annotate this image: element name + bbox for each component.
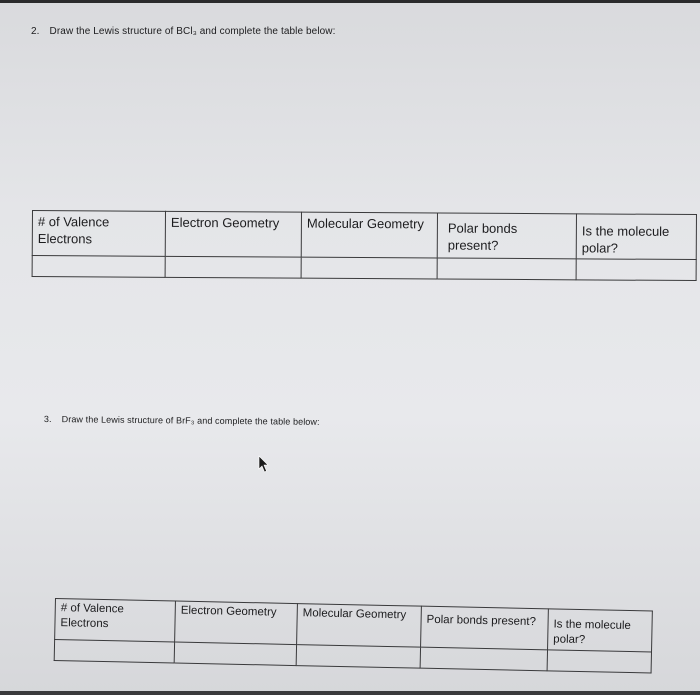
arrow-cursor-icon [257, 455, 271, 475]
bottom-edge-bar [0, 691, 700, 695]
header-valence-electrons: # of Valence Electrons [32, 211, 165, 257]
question-2 [31, 26, 336, 37]
question-2-text: Draw the Lewis structure of BCl₃ and complete the table below: [49, 26, 336, 37]
header-molecular-geometry: Molecular Geometry [297, 604, 422, 648]
answer-cell-molecule-polar[interactable] [547, 650, 651, 673]
header-valence-electrons: # of Valence Electrons [55, 599, 176, 643]
answer-cell-valence[interactable] [54, 640, 174, 664]
question-3 [44, 414, 320, 427]
answer-cell-molecular-geometry[interactable] [296, 645, 420, 669]
header-molecular-geometry: Molecular Geometry [301, 212, 437, 258]
top-edge-bar [0, 0, 700, 3]
question-3-text: Draw the Lewis structure of BrF₃ and complete the table below: [61, 414, 320, 427]
answer-cell-molecule-polar[interactable] [576, 259, 696, 281]
answer-cell-polar-bonds[interactable] [420, 647, 547, 671]
answer-cell-polar-bonds[interactable] [437, 258, 576, 280]
header-electron-geometry: Electron Geometry [165, 211, 301, 257]
answer-cell-electron-geometry[interactable] [165, 256, 301, 278]
header-polar-bonds: Polar bonds present? [437, 213, 576, 259]
answer-cell-valence[interactable] [32, 256, 165, 278]
question-3-number: 3. [43, 414, 52, 425]
question-2-number: 2. [31, 26, 40, 37]
brf3-answer-table [54, 598, 653, 674]
header-molecule-polar: Is the molecule polar? [548, 609, 653, 652]
answer-cell-electron-geometry[interactable] [174, 642, 296, 666]
answer-cell-molecular-geometry[interactable] [301, 257, 437, 279]
header-molecule-polar: Is the molecule polar? [576, 214, 696, 260]
bcl3-answer-table [32, 210, 697, 281]
header-electron-geometry: Electron Geometry [175, 601, 298, 645]
header-polar-bonds: Polar bonds present? [421, 606, 549, 650]
